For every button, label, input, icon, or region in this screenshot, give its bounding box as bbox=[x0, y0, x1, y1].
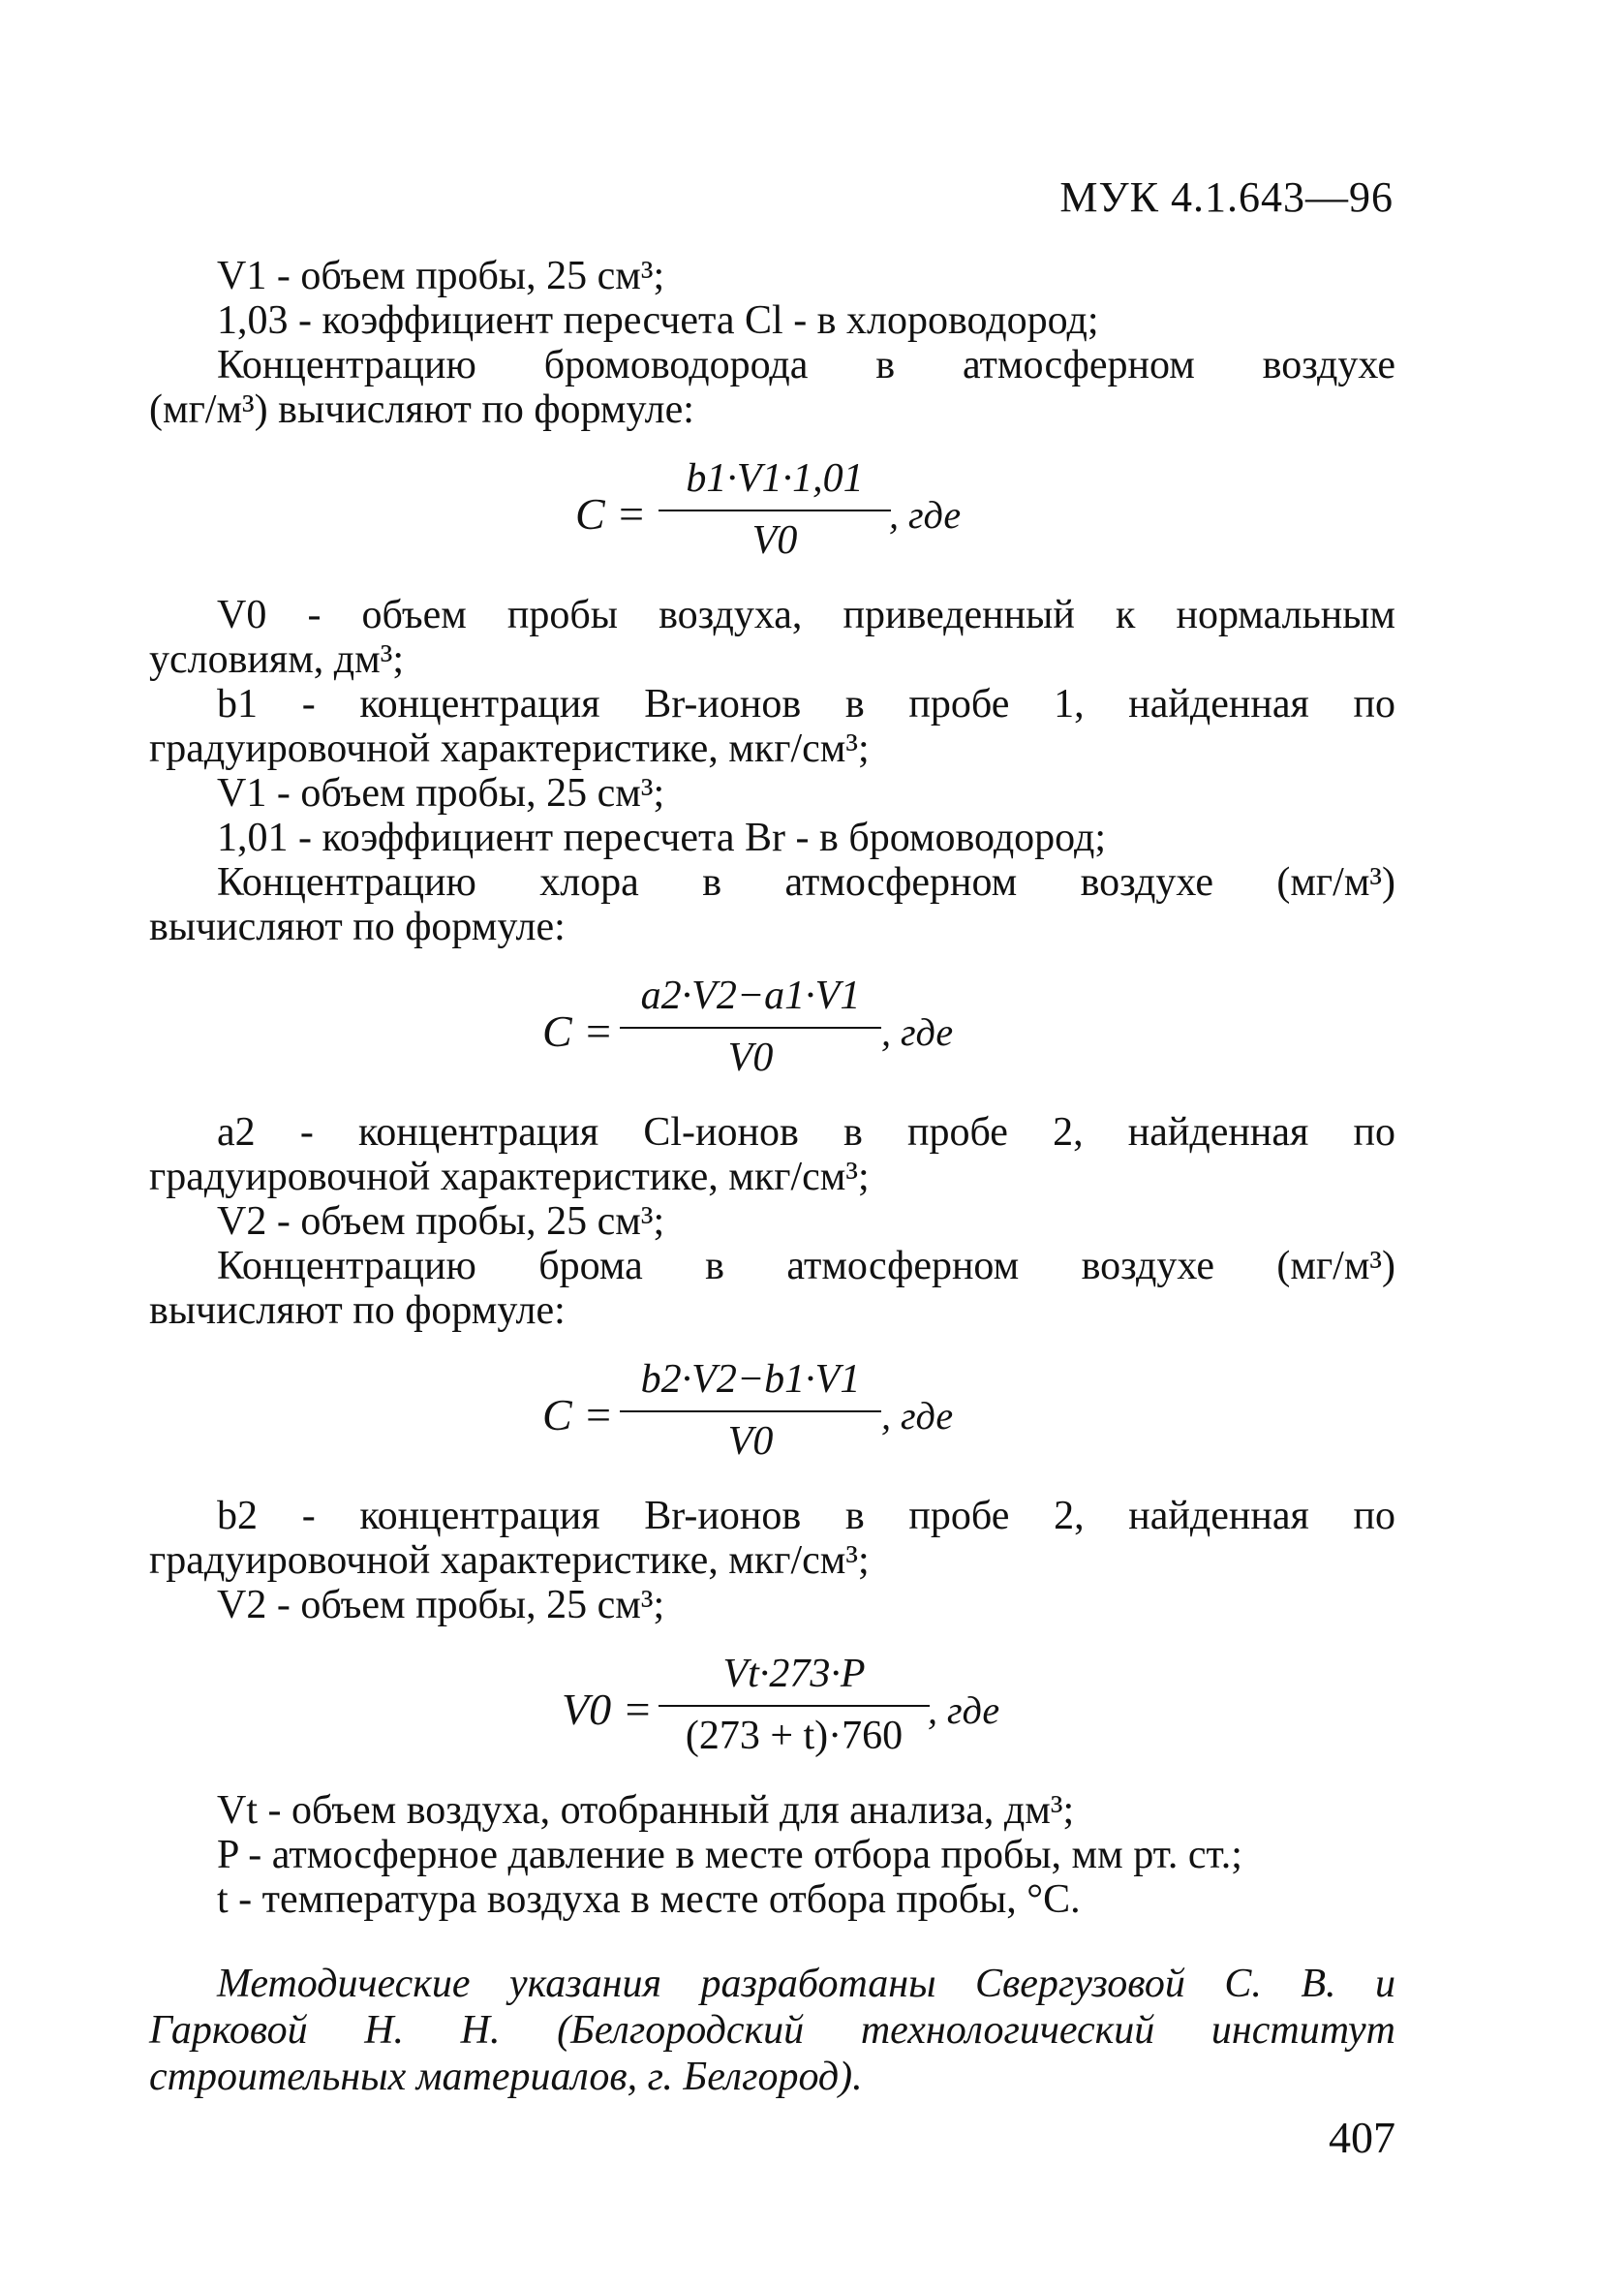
text-line: Концентрацию хлора в атмосферном воздухе (мг/м³) bbox=[217, 860, 1395, 905]
formula-lhs: C = bbox=[542, 1390, 614, 1439]
text-line: 1,03 - коэффициент пересчета Cl - в хлороводород; bbox=[217, 298, 1099, 343]
text-line: Концентрацию бромоводорода в атмосферном воздухе bbox=[217, 343, 1395, 387]
fraction-bar bbox=[620, 1410, 881, 1412]
text-line: a2 - концентрация Cl-ионов в пробе 2, найденная по bbox=[217, 1110, 1395, 1155]
text-line: градуировочной характеристике, мкг/см³; bbox=[149, 727, 870, 771]
text-line: V2 - объем пробы, 25 см³; bbox=[217, 1199, 665, 1244]
fraction-bar bbox=[659, 1705, 930, 1707]
credits-line: Гарковой Н. Н. (Белгородский технологический институт bbox=[149, 2008, 1395, 2053]
text-line: t - температура воздуха в месте отбора пробы, °C. bbox=[217, 1877, 1081, 1922]
text-line: вычисляют по формуле: bbox=[149, 905, 566, 949]
text-line: b1 - концентрация Br-ионов в пробе 1, найденная по bbox=[217, 682, 1395, 727]
formula-denominator: V0 bbox=[727, 1419, 774, 1464]
document-code-header: МУК 4.1.643—96 bbox=[1059, 173, 1394, 221]
credits-line: строительных материалов, г. Белгород). bbox=[149, 2055, 863, 2099]
formula-denominator: (273 + t)·760 bbox=[685, 1714, 904, 1758]
text-line: V1 - объем пробы, 25 см³; bbox=[217, 254, 665, 298]
formula-hbr bbox=[0, 455, 1624, 591]
page-number: 407 bbox=[1329, 2113, 1395, 2162]
credits-paragraph bbox=[149, 1961, 1395, 2100]
formula-bromine bbox=[0, 1356, 1624, 1492]
formula-denominator: V0 bbox=[727, 1036, 774, 1080]
formula-numerator: b1·V1·1,01 bbox=[686, 456, 864, 501]
formula-lhs: C = bbox=[575, 489, 647, 539]
fraction-bar bbox=[620, 1027, 881, 1029]
text-line: b2 - концентрация Br-ионов в пробе 2, найденная по bbox=[217, 1494, 1395, 1538]
text-line: V0 - объем пробы воздуха, приведенный к нормальным bbox=[217, 593, 1395, 637]
formula-lhs: V0 = bbox=[562, 1685, 653, 1734]
text-line: 1,01 - коэффициент пересчета Br - в бромоводород; bbox=[217, 816, 1107, 860]
formula-chlorine bbox=[0, 973, 1624, 1108]
formula-numerator: b2·V2−b1·V1 bbox=[640, 1357, 861, 1402]
fraction-bar bbox=[659, 510, 891, 511]
formula-lhs: C = bbox=[542, 1006, 614, 1056]
text-line: V2 - объем пробы, 25 см³; bbox=[217, 1583, 665, 1627]
text-line: (мг/м³) вычисляют по формуле: bbox=[149, 387, 694, 432]
text-line: градуировочной характеристике, мкг/см³; bbox=[149, 1538, 870, 1583]
formula-suffix: , где bbox=[881, 1010, 954, 1054]
text-line: V1 - объем пробы, 25 см³; bbox=[217, 771, 665, 816]
formula-numerator: Vt·273·P bbox=[722, 1652, 866, 1696]
formula-v0 bbox=[0, 1651, 1624, 1786]
formula-suffix: , где bbox=[889, 493, 962, 537]
text-line: Vt - объем воздуха, отобранный для анализа, дм³; bbox=[217, 1788, 1075, 1833]
formula-denominator: V0 bbox=[751, 518, 798, 563]
text-line: Концентрацию брома в атмосферном воздухе (мг/м³) bbox=[217, 1244, 1395, 1288]
text-line: P - атмосферное давление в месте отбора пробы, мм рт. ст.; bbox=[217, 1833, 1242, 1877]
text-line: условиям, дм³; bbox=[149, 637, 405, 682]
formula-suffix: , где bbox=[881, 1394, 954, 1438]
text-line: вычисляют по формуле: bbox=[149, 1288, 566, 1333]
text-line: градуировочной характеристике, мкг/см³; bbox=[149, 1155, 870, 1199]
credits-line: Методические указания разработаны Свергузовой С. В. и bbox=[217, 1962, 1395, 2006]
formula-suffix: , где bbox=[928, 1688, 1000, 1732]
formula-numerator: a2·V2−a1·V1 bbox=[640, 974, 861, 1018]
